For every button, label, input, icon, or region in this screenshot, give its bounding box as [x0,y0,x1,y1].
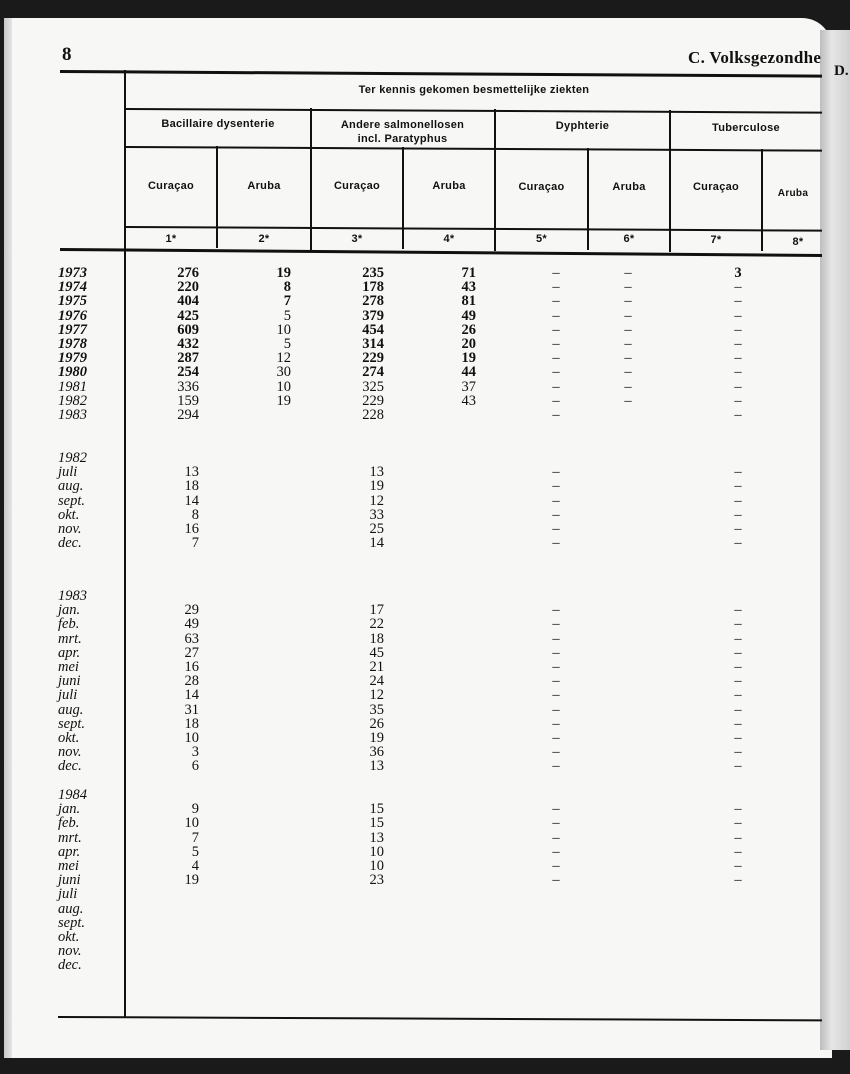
table-cell: – [624,392,632,409]
table-cell: – [734,730,742,746]
table-cell: 6 [191,758,199,775]
row-label: 1981 [58,378,87,395]
table-cell: 294 [177,407,199,423]
row-label: okt. [58,730,80,746]
row-label: 1978 [58,336,87,352]
group-header: Bacillaire dysenterie [161,118,275,130]
table-cell: 5 [283,307,291,324]
table-cell: 9 [191,801,199,818]
row-label: okt. [58,929,80,945]
table-cell: 254 [177,364,199,381]
table-cell: – [734,478,742,495]
table-cell: – [734,407,742,423]
row-label: 1977 [58,321,87,338]
table-cell: 7 [191,535,199,552]
table-cell: 26 [461,321,476,338]
table-cell: – [552,801,560,818]
column-header: Curaçao [147,180,195,192]
row-label: mei [58,659,79,675]
row-label: mei [58,858,79,874]
table-cell: 16 [184,659,199,675]
table-cell: 22 [369,616,384,633]
table-cell: 12 [276,350,291,367]
table-cell: 19 [184,872,199,889]
table-cell: – [624,350,632,367]
table-cell: 10 [184,730,199,746]
row-label: aug. [58,701,84,718]
table-cell: 45 [369,644,384,661]
table-cell: 27 [184,644,199,661]
table-cell: 15 [369,801,384,818]
table-cell: – [734,378,742,395]
table-cell: 18 [184,478,199,495]
table-cell: – [734,521,742,537]
book-gutter-shadow [820,30,850,1050]
column-number: 7* [710,234,722,246]
table-cell: – [734,492,742,509]
row-label: mrt. [58,630,82,647]
table-cell: 13 [369,829,384,846]
table-cell: 314 [362,336,384,352]
column-number: 4* [443,233,455,245]
section-title-year: 1982 [58,450,87,466]
table-cell: – [734,701,742,718]
table-cell: – [552,602,560,619]
column-header: Aruba [777,188,809,199]
table-cell: – [552,744,560,761]
table-cell: – [734,843,742,860]
table-cell: – [624,279,632,296]
table-cell: – [734,744,742,761]
table-cell: 23 [369,872,384,889]
table-cell: – [624,265,632,281]
page-number: 8 [62,44,72,65]
table-cell: – [552,350,560,367]
table-cell: – [734,687,742,704]
table-cell: 63 [184,630,199,647]
table-cell: – [552,478,560,495]
table-cell: – [734,279,742,296]
row-label: aug. [58,900,84,917]
scan-background [0,1058,850,1074]
table-cell: 287 [177,350,199,367]
row-label: mrt. [58,829,82,846]
table-cell: 14 [184,687,199,704]
table-cell: 7 [283,293,291,310]
row-label: nov. [58,521,82,537]
table-cell: 12 [369,687,384,704]
table-cell: – [552,378,560,395]
table-cell: 5 [283,336,291,352]
group-header: Andere salmonellosen incl. Paratyphus [340,119,465,145]
table-cell: – [552,843,560,860]
table-cell: 3 [191,744,199,761]
table-cell: 31 [184,701,199,718]
table-cell: – [552,492,560,509]
row-label: apr. [58,843,81,860]
row-label: sept. [58,715,85,732]
column-number: 1* [165,233,177,245]
table-cell: – [552,521,560,537]
table-cell: 276 [177,265,199,281]
table-cell: – [552,407,560,423]
table-cell: 18 [184,715,199,732]
row-label: aug. [58,478,84,495]
table-cell: 81 [461,293,476,310]
row-label: sept. [58,914,85,931]
table-cell: 44 [461,364,476,381]
row-label: juni [58,673,81,690]
table-cell: 336 [177,378,199,395]
table-cell: – [624,364,632,381]
column-number: 5* [536,233,547,245]
table-cell: – [552,829,560,846]
table-cell: 19 [369,730,384,746]
table-cell: 13 [184,464,199,481]
table-cell: 10 [369,843,384,860]
table-cell: – [552,464,560,481]
table-cell: – [734,464,742,481]
column-header: Curaçao [333,180,381,192]
table-cell: – [734,829,742,846]
table-cell: – [552,730,560,746]
table-cell: 220 [177,279,199,296]
table-cell: 28 [184,673,199,690]
table-cell: 229 [362,392,384,409]
table-cell: – [734,715,742,732]
scanned-page [12,18,832,1058]
table-cell: 325 [362,378,384,395]
column-header: Aruba [612,181,646,193]
row-label: 1980 [58,364,87,381]
table-cell: – [552,616,560,633]
row-label: dec. [58,535,82,552]
table-cell: – [552,321,560,338]
table-cell: 26 [369,715,384,732]
row-label: juli [58,886,78,903]
table-cell: 43 [461,279,476,296]
section-title-year: 1984 [58,787,87,803]
table-cell: – [552,265,560,281]
table-cell: 19 [276,265,291,281]
row-label: 1979 [58,350,87,367]
row-label: juni [58,872,81,889]
table-cell: – [624,307,632,324]
column-header: Curaçao [692,181,740,193]
table-cell: – [734,644,742,661]
table-cell: – [552,858,560,874]
next-page-title-fragment: D. [834,63,849,79]
row-label: okt. [58,506,80,523]
table-cell: – [552,872,560,889]
table-cell: 159 [177,392,199,409]
column-header: Aruba [432,180,466,192]
table-cell: 12 [369,492,384,509]
row-label: juli [58,464,78,481]
table-cell: 8 [191,506,199,523]
row-label: jan. [58,602,81,619]
table-cell: 71 [461,265,476,281]
table-cell: 49 [461,307,476,324]
table-cell: 17 [369,602,384,619]
table-cell: 43 [461,392,476,409]
table-cell: – [552,364,560,381]
table-cell: – [552,535,560,552]
table-cell: 4 [191,858,199,874]
table-cell: – [734,392,742,409]
table-cell: – [734,858,742,874]
table-cell: – [734,336,742,352]
column-header: Curaçao [518,181,565,193]
table-cell: 19 [369,478,384,495]
row-label: 1983 [58,407,87,423]
table-cell: 609 [177,321,199,338]
table-cell: – [552,336,560,352]
table-super-header: Ter kennis gekomen besmettelijke ziekten [358,84,590,96]
table-cell: 33 [369,506,384,523]
table-cell: – [734,616,742,633]
table-cell: – [734,535,742,552]
row-label: dec. [58,758,82,775]
group-divider [310,108,312,250]
table-cell: 7 [191,829,199,846]
table-cell: 10 [369,858,384,874]
table-cell: 49 [184,616,199,633]
table-cell: – [734,815,742,832]
row-label: nov. [58,943,82,960]
table-cell: – [552,659,560,675]
table-cell: – [552,506,560,523]
table-cell: – [552,630,560,647]
table-cell: 37 [461,378,476,395]
column-number: 6* [623,233,635,245]
table-cell: 10 [276,321,291,338]
column-number: 3* [351,233,363,245]
row-label: 1974 [58,279,87,296]
table-cell: – [734,321,742,338]
table-cell: 29 [184,602,199,619]
table-cell: – [552,758,560,775]
table-cell: 8 [283,279,291,296]
table-cell: 36 [369,744,384,761]
table-cell: – [734,293,742,310]
row-label: sept. [58,492,85,509]
table-cell: – [552,815,560,832]
row-label: dec. [58,957,82,974]
table-cell: 19 [276,392,291,409]
table-cell: – [734,307,742,324]
table-cell: 21 [369,659,384,675]
table-cell: 432 [177,336,199,352]
table-cell: – [552,392,560,409]
table-cell: – [624,378,632,395]
row-label: feb. [58,616,80,633]
table-cell: – [552,279,560,296]
table-cell: – [552,715,560,732]
row-label: 1973 [58,265,87,281]
table-cell: 19 [461,350,476,367]
table-cell: – [552,644,560,661]
table-cell: 10 [184,815,199,832]
table-cell: 14 [369,535,384,552]
group-header: Dyphterie [555,120,610,132]
table-cell: 20 [461,336,476,352]
table-cell: 14 [184,492,199,509]
table-cell: 379 [362,307,384,324]
table-cell: 15 [369,815,384,832]
table-cell: – [734,758,742,775]
table-cell: 278 [362,293,384,310]
table-cell: – [734,673,742,690]
row-label: apr. [58,644,81,661]
stub-divider [124,70,126,1017]
table-cell: – [552,293,560,310]
table-cell: 13 [369,758,384,775]
row-label: nov. [58,744,82,761]
table-cell: 454 [362,321,384,338]
table-cell: 5 [191,843,199,860]
table-cell: 25 [369,521,384,537]
table-cell: – [734,506,742,523]
table-cell: 274 [362,364,384,381]
column-number: 2* [258,233,270,245]
table-cell: – [552,701,560,718]
table-cell: 229 [362,350,384,367]
section-title-year: 1983 [58,588,87,604]
table-cell: 10 [276,378,291,395]
table-cell: 425 [177,307,199,324]
table-cell: 18 [369,630,384,647]
table-cell: – [734,602,742,619]
table-cell: – [734,350,742,367]
table-cell: – [734,801,742,818]
table-cell: 3 [734,265,742,281]
section-title: C. Volksgezondhe [688,48,822,67]
table-cell: 35 [369,701,384,718]
row-label: juli [58,687,78,704]
table-cell: 16 [184,521,199,537]
row-label: 1975 [58,293,87,310]
table-cell: 13 [369,464,384,481]
column-header: Aruba [247,180,281,192]
table-cell: 235 [362,265,384,281]
table-cell: 30 [276,364,291,381]
row-label: 1976 [58,307,87,324]
table-cell: – [734,872,742,889]
table-cell: 228 [362,407,384,423]
row-label: 1982 [58,392,87,409]
table-cell: – [624,336,632,352]
table-cell: 178 [362,279,384,296]
table-cell: – [734,659,742,675]
group-header: Tuberculose [712,122,780,134]
table-cell: – [552,687,560,704]
table-cell: – [624,321,632,338]
row-label: feb. [58,815,80,832]
table-cell: – [552,307,560,324]
table-cell: – [734,630,742,647]
row-label: jan. [58,801,81,818]
table-cell: – [624,293,632,310]
column-number: 8* [792,236,804,248]
table-cell: – [734,364,742,381]
table-cell: 24 [369,673,384,690]
table-cell: – [552,673,560,690]
table-cell: 404 [177,293,199,310]
